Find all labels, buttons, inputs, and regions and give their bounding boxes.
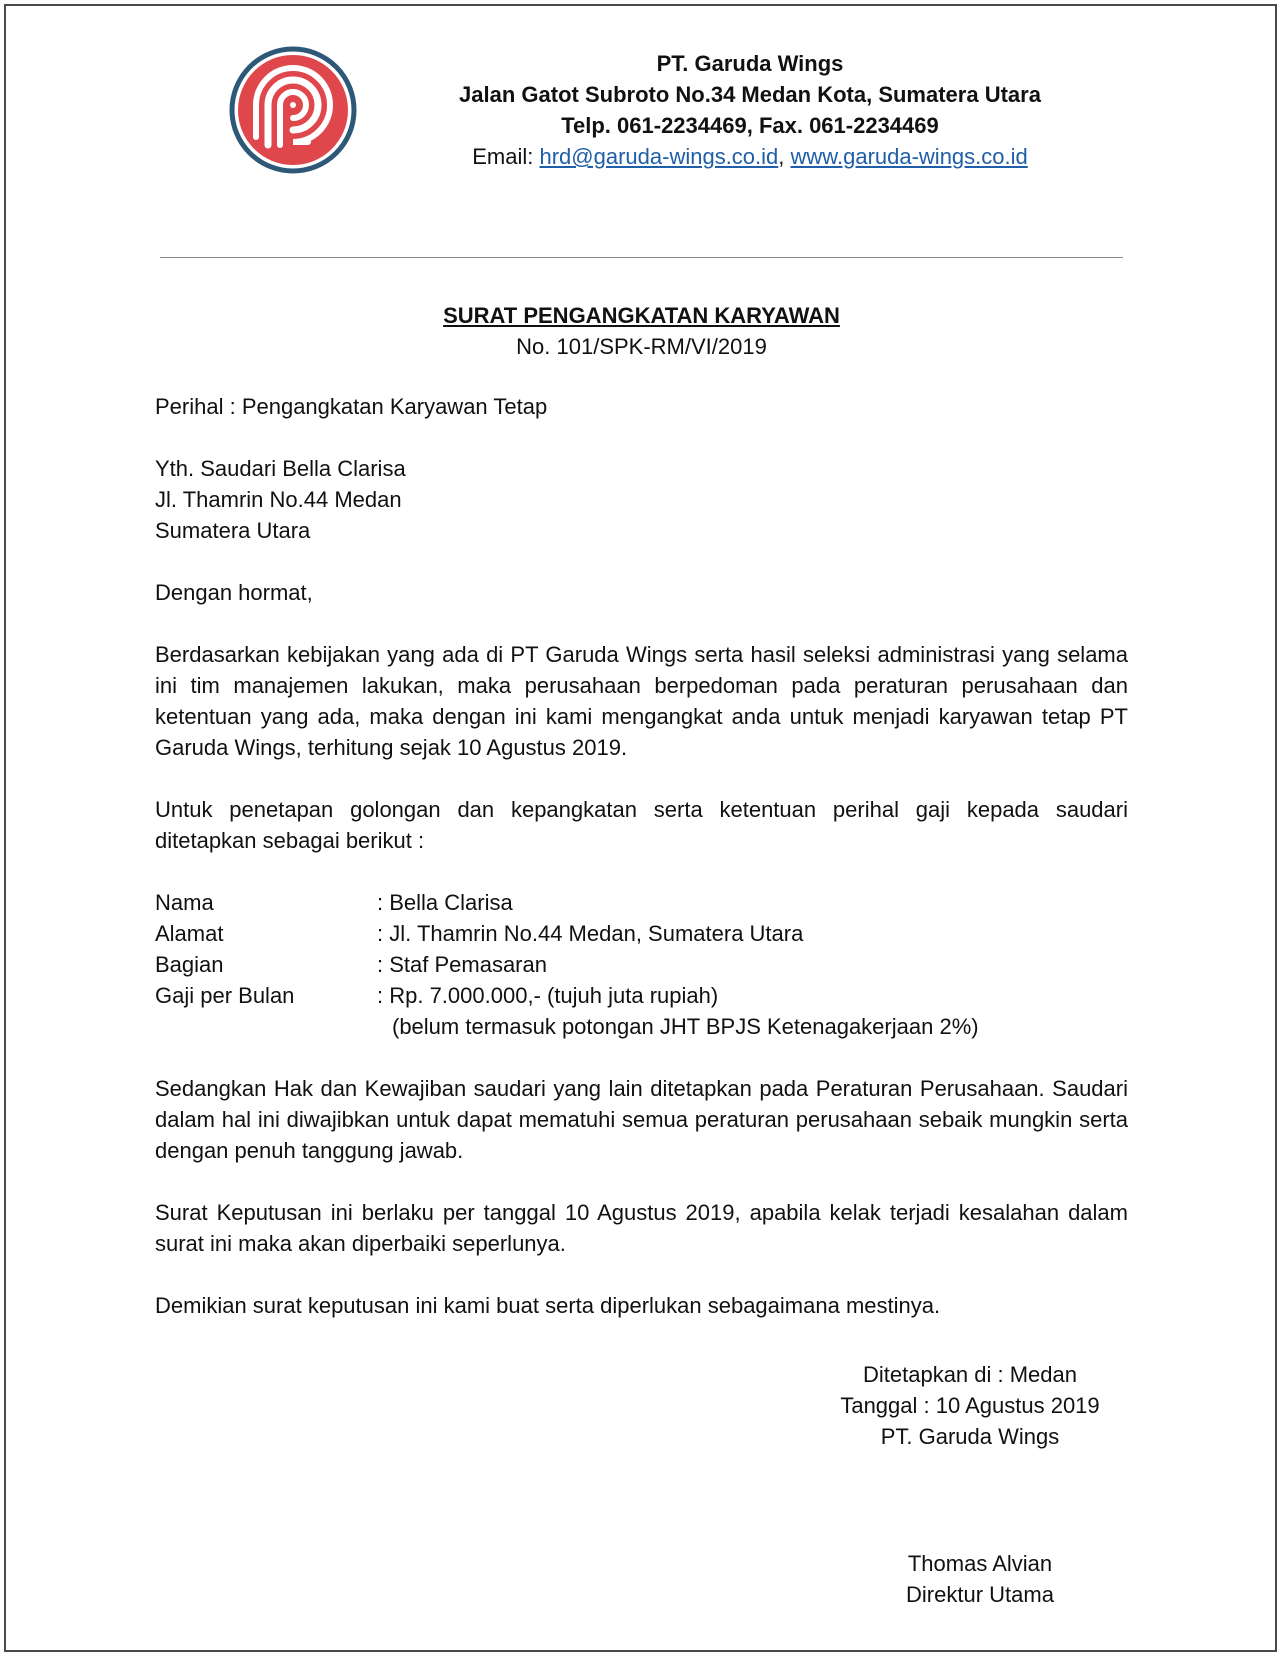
signature-date: Tanggal : 10 Agustus 2019: [840, 1393, 1100, 1418]
email-link[interactable]: hrd@garuda-wings.co.id: [539, 144, 779, 169]
recipient-line: Sumatera Utara: [155, 518, 311, 543]
garuda-wings-logo-icon: [228, 45, 358, 175]
detail-value: : Jl. Thamrin No.44 Medan, Sumatera Utara: [377, 921, 804, 946]
signature-company: PT. Garuda Wings: [880, 1424, 1060, 1449]
paragraph-appointment: Berdasarkan kebijakan yang ada di PT Garuda Wings serta hasil seleksi administrasi yang selama ini tim manajemen lakukan, maka perusahaan berpedoman pada peraturan perusahaan dan ketentuan yang ada, maka dengan ini kami mengangkat anda untuk menjadi karyawan tetap PT Garuda Wings, terhitung sejak 10 Agustus 2019.: [155, 642, 1128, 760]
paragraph-validity: Surat Keputusan ini berlaku per tanggal 10 Agustus 2019, apabila kelak terjadi kesalahan dalam surat ini maka akan diperbaiki seperlunya.: [155, 1200, 1128, 1256]
detail-label: Alamat: [155, 921, 224, 946]
detail-value: : Bella Clarisa: [377, 890, 513, 915]
letter-body: [155, 391, 1128, 1321]
company-address: Jalan Gatot Subroto No.34 Medan Kota, Sumatera Utara: [459, 82, 1041, 107]
letter-subject: Perihal : Pengangkatan Karyawan Tetap: [155, 394, 548, 419]
letterhead: [400, 48, 1100, 172]
email-label: Email:: [472, 144, 534, 169]
header-divider: [160, 257, 1123, 258]
letter-title: SURAT PENGANGKATAN KARYAWAN: [443, 303, 840, 328]
company-phone-fax: Telp. 061-2234469, Fax. 061-2234469: [561, 113, 939, 138]
contact-separator: ,: [778, 144, 785, 169]
detail-value: : Staf Pemasaran: [377, 952, 547, 977]
recipient-line: Yth. Saudari Bella Clarisa: [155, 456, 406, 481]
signer-title: Direktur Utama: [906, 1582, 1054, 1607]
detail-value: : Rp. 7.000.000,- (tujuh juta rupiah): [377, 983, 719, 1008]
greeting: Dengan hormat,: [155, 580, 313, 605]
paragraph-rights-obligations: Sedangkan Hak dan Kewajiban saudari yang lain ditetapkan pada Peraturan Perusahaan. Saudari dalam hal ini diwajibkan untuk dapat mematuhi semua peraturan perusahaan sebaik mungkin serta dengan penuh tanggung jawab.: [155, 1076, 1128, 1163]
detail-row-address: [155, 918, 1128, 949]
detail-label: Gaji per Bulan: [155, 983, 295, 1008]
company-contact: [400, 141, 1100, 172]
salary-note: (belum termasuk potongan JHT BPJS Ketenagakerjaan 2%): [392, 1014, 979, 1039]
signer-name: Thomas Alvian: [907, 1551, 1053, 1576]
detail-row-department: [155, 949, 1128, 980]
signer-block: [880, 1548, 1080, 1610]
signature-block: [780, 1359, 1160, 1452]
letter-number: No. 101/SPK-RM/VI/2019: [516, 334, 767, 359]
detail-label: Nama: [155, 890, 214, 915]
company-name: PT. Garuda Wings: [656, 51, 844, 76]
detail-row-name: [155, 887, 1128, 918]
letter-title-block: [0, 300, 1283, 362]
signature-place: Ditetapkan di : Medan: [862, 1362, 1078, 1387]
recipient-line: Jl. Thamrin No.44 Medan: [155, 487, 402, 512]
website-link[interactable]: www.garuda-wings.co.id: [790, 144, 1028, 169]
detail-row-salary: [155, 980, 1128, 1011]
detail-label: Bagian: [155, 952, 224, 977]
closing-statement: Demikian surat keputusan ini kami buat serta diperlukan sebagaimana mestinya.: [155, 1293, 941, 1318]
paragraph-terms-intro: Untuk penetapan golongan dan kepangkatan serta ketentuan perihal gaji kepada saudari ditetapkan sebagai berikut :: [155, 797, 1128, 853]
